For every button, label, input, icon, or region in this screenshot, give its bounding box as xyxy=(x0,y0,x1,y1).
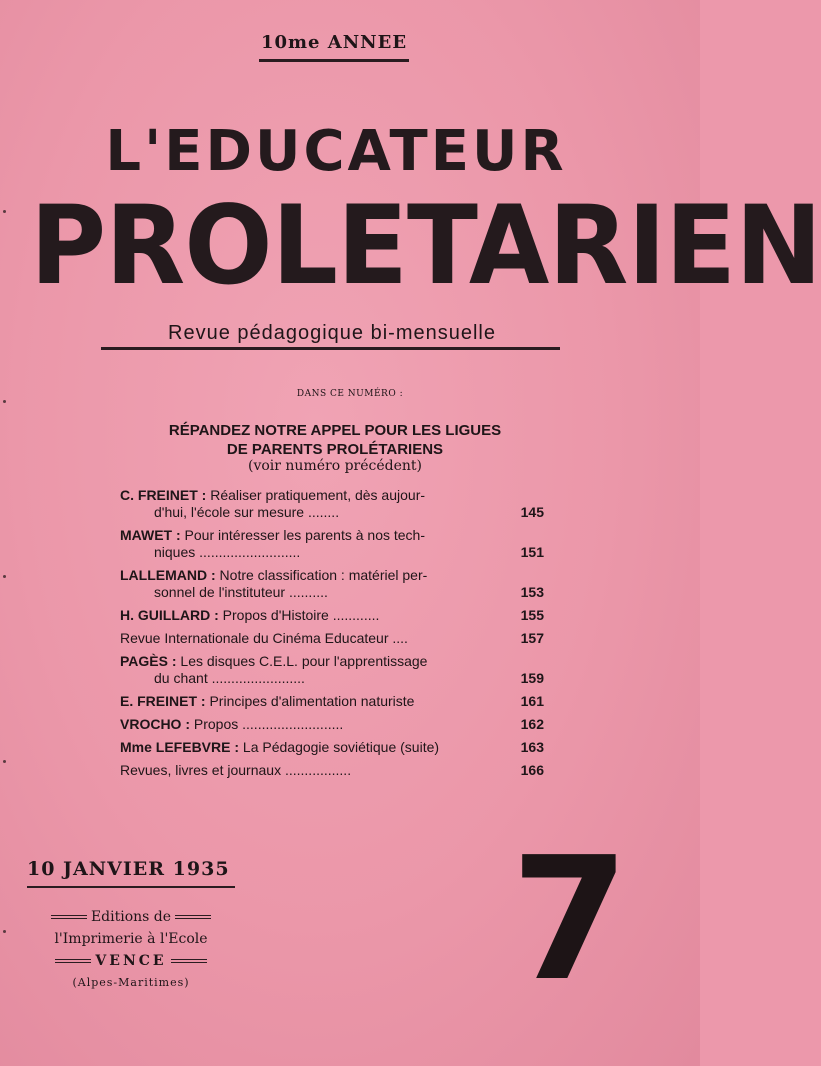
headline-note: (voir numéro précédent) xyxy=(247,458,422,474)
toc-author: LALLEMAND : xyxy=(120,567,216,583)
headline-line-1: RÉPANDEZ NOTRE APPEL POUR LES LIGUES xyxy=(168,422,502,439)
toc-title: Les disques C.E.L. pour l'apprentissage xyxy=(176,653,428,669)
toc-entry xyxy=(120,607,544,624)
decorative-rule xyxy=(175,915,211,919)
toc-title: Revue Internationale du Cinéma Educateur .... xyxy=(120,630,408,646)
toc-title: Réaliser pratiquement, dès aujour- xyxy=(206,487,426,503)
toc-entry xyxy=(120,527,544,561)
toc-page: 145 xyxy=(520,504,544,520)
title-line-2: PROLETARIEN xyxy=(30,180,821,310)
binding-hole xyxy=(3,760,6,763)
toc-title: Revues, livres et journaux ................. xyxy=(120,762,352,778)
binding-hole xyxy=(3,210,6,213)
publisher-line-1: Editions de xyxy=(90,909,172,925)
toc-title-cont: sonnel de l'instituteur .......... xyxy=(154,584,328,600)
toc-title: La Pédagogie soviétique (suite) xyxy=(239,739,440,755)
year-rule xyxy=(259,59,409,62)
toc-author: H. GUILLARD : xyxy=(120,607,219,623)
toc-title-cont: du chant ........................ xyxy=(154,670,305,686)
year-label: 10me ANNEE xyxy=(260,32,408,53)
toc-title: Principes d'alimentation naturiste xyxy=(205,693,415,709)
subtitle-rule xyxy=(101,347,560,350)
toc-entry xyxy=(120,716,544,733)
publisher-block xyxy=(27,906,235,994)
publisher-region: (Alpes-Maritimes) xyxy=(72,976,190,989)
toc-author: MAWET : xyxy=(120,527,181,543)
toc-page: 161 xyxy=(520,693,544,709)
table-of-contents xyxy=(120,487,544,785)
toc-author: C. FREINET : xyxy=(120,487,207,503)
date-rule xyxy=(27,886,235,888)
toc-page: 157 xyxy=(520,630,544,646)
toc-entry xyxy=(120,567,544,601)
headline xyxy=(130,421,540,459)
toc-title: Pour intéresser les parents à nos tech- xyxy=(180,527,425,543)
toc-page: 166 xyxy=(520,762,544,778)
binding-hole xyxy=(3,930,6,933)
toc-page: 162 xyxy=(520,716,544,732)
toc-title-cont: niques .......................... xyxy=(154,544,301,560)
decorative-rule xyxy=(55,959,91,963)
publisher-line-2: l'Imprimerie à l'Ecole xyxy=(54,931,208,947)
publisher-city: VENCE xyxy=(95,953,167,969)
toc-page: 159 xyxy=(520,670,544,686)
issue-date: 10 JANVIER 1935 xyxy=(27,858,230,880)
issue-number: 7 xyxy=(510,821,630,1019)
in-this-issue-label: DANS CE NUMÉRO : xyxy=(296,389,404,399)
toc-title-cont: d'hui, l'école sur mesure ........ xyxy=(154,504,340,520)
toc-entry xyxy=(120,653,544,687)
toc-author: PAGÈS : xyxy=(120,653,177,669)
toc-entry xyxy=(120,693,544,710)
toc-title: Propos .......................... xyxy=(190,716,344,732)
toc-page: 163 xyxy=(520,739,544,755)
binding-hole xyxy=(3,400,6,403)
toc-page: 155 xyxy=(520,607,544,623)
toc-page: 151 xyxy=(520,544,544,560)
toc-author: E. FREINET : xyxy=(120,693,206,709)
toc-title: Propos d'Histoire ............ xyxy=(218,607,380,623)
toc-entry xyxy=(120,762,544,779)
binding-hole xyxy=(3,575,6,578)
toc-entry xyxy=(120,487,544,521)
toc-author: VROCHO : xyxy=(120,716,190,732)
toc-title: Notre classification : matériel per- xyxy=(215,567,428,583)
toc-entry xyxy=(120,739,544,756)
title-line-1: L'EDUCATEUR xyxy=(105,119,567,184)
headline-line-2: DE PARENTS PROLÉTARIENS xyxy=(226,441,444,458)
subtitle: Revue pédagogique bi-mensuelle xyxy=(168,322,496,344)
toc-author: Mme LEFEBVRE : xyxy=(120,739,240,755)
toc-page: 153 xyxy=(520,584,544,600)
decorative-rule xyxy=(51,915,87,919)
decorative-rule xyxy=(171,959,207,963)
toc-entry xyxy=(120,630,544,647)
